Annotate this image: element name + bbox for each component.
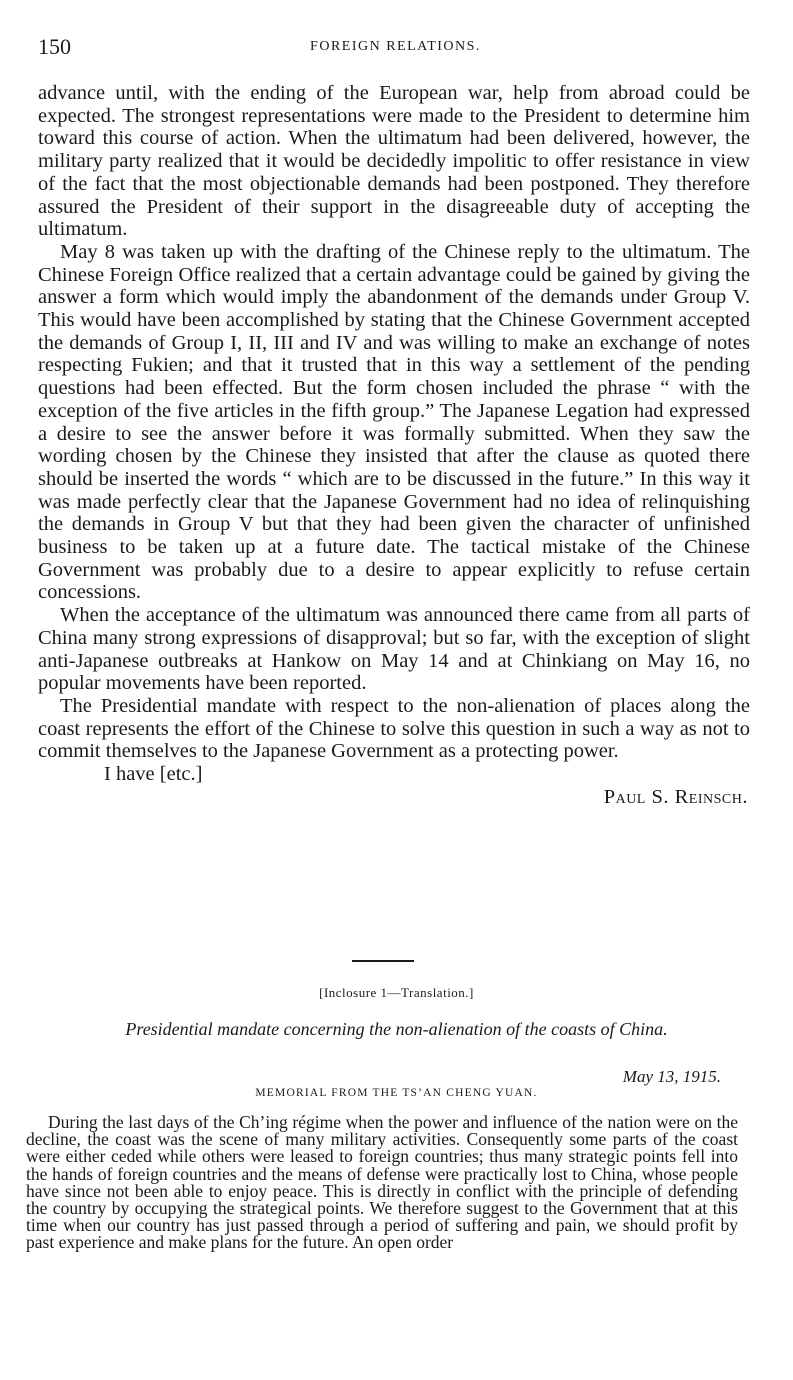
- page-number: 150: [38, 34, 71, 59]
- enclosure-label: [Inclosure 1—Translation.]: [319, 985, 474, 1000]
- memorial-heading: MEMORIAL FROM THE TS’AN CHENG YUAN.: [255, 1087, 538, 1099]
- letter-paragraph: When the acceptance of the ultimatum was announced there came from all parts of China many strong expressions of disapproval; but so far, with the exception of slight anti-Japanese outbreaks at Hankow on May 14 and at Chinkiang on May 16, no popular movements have been reported.: [38, 604, 750, 695]
- section-divider: [352, 960, 414, 962]
- memorial-body: [26, 1114, 738, 1252]
- page-header: [38, 34, 753, 60]
- letter-paragraph: advance until, with the ending of the European war, help from abroad could be expected. The strongest representations were made to the President to determine him toward this course of action. When the ultimatum had been delivered, however, the military party realized that it would be decidedly impolitic to offer resistance in view of the fact that the most objectionable demands had been postponed. They therefore assured the President of their support in the disagreeable duty of accepting the ultimatum.: [38, 82, 750, 241]
- signature: Paul S. Reinsch.: [603, 785, 748, 808]
- letter-paragraph: May 8 was taken up with the drafting of the Chinese reply to the ultimatum. The Chinese Foreign Office realized that a certain advantage could be gained by giving the answer a form which would imply the abandonment of the demands under Group V. This would have been accomplished by stating that the Chinese Government accepted the demands of Group I, II, III and IV and was willing to make an exchange of notes respecting Fukien; and that it trusted that in this way a settlement of the pending questions had been effected. But the form chosen included the phrase “ with the exception of the five articles in the fifth group.” The Japanese Legation had expressed a desire to see the answer before it was formally submitted. When they saw the wording chosen by the Chinese they insisted that after the clause as quoted there should be inserted the words “ which are to be discussed in the future.” In this way it was made perfectly clear that the Japanese Government had no idea of relinquishing the demands in Group V but that they had been given the character of unfinished business to be taken up at a future date. The tactical mistake of the Chinese Government was probably due to a desire to appear explicitly to refuse certain concessions.: [38, 240, 750, 604]
- letter-paragraph: The Presidential mandate with respect to the non-alienation of places along the coast represents the effort of the Chinese to solve this question in such a way as not to commit themselves to the Japanese Government as a protecting power.: [38, 694, 750, 763]
- memorial-paragraph: During the last days of the Ch’ing régime when the power and influence of the nation were on the decline, the coast was the scene of many military activities. Consequently some parts of the coast were either ceded while others were leased to foreign countries; thus many strategic points fell into the hands of foreign countries and the means of defense were practically lost to China, whose people have since not been able to enjoy peace. This is directly in conflict with the principle of defending the country by occupying the strategical points. We therefore suggest to the Government that at this time when our country has just passed through a period of suffering and pain, we should profit by past experience and make plans for the future. An open order: [26, 1112, 738, 1253]
- mandate-title: Presidential mandate concerning the non-alienation of the coasts of China.: [125, 1019, 668, 1039]
- letter-closing: I have [etc.]: [104, 763, 203, 786]
- running-head: FOREIGN RELATIONS.: [310, 39, 481, 54]
- letter-body: [38, 82, 750, 809]
- mandate-date: May 13, 1915.: [622, 1067, 721, 1086]
